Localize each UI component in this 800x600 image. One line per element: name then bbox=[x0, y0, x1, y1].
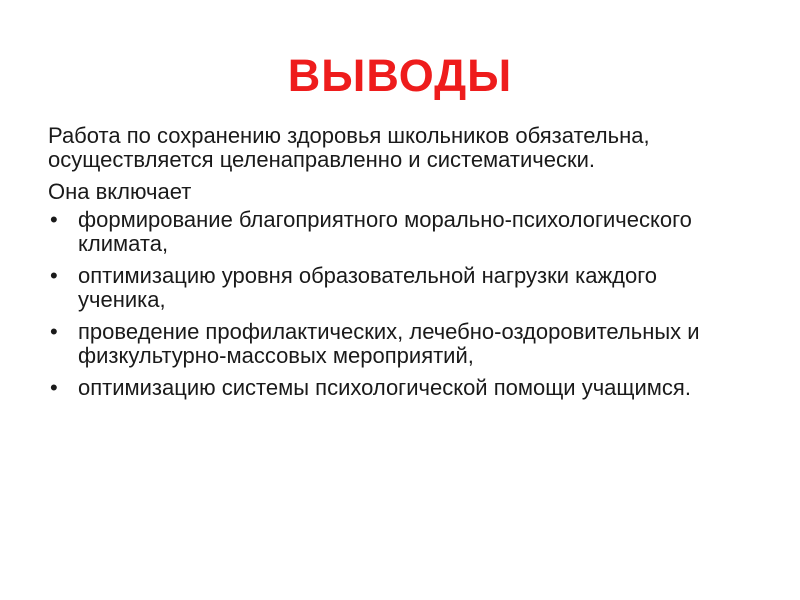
list-item bbox=[48, 208, 748, 256]
list-item-text: проведение профилактических, лечебно-оздоровительных и физкультурно-массовых мероприятий, bbox=[78, 319, 700, 368]
list-item-text: формирование благоприятного морально-психологического климата, bbox=[78, 207, 692, 256]
bullet-icon: • bbox=[50, 319, 58, 344]
bullet-icon: • bbox=[50, 263, 58, 288]
list-item-text: оптимизацию системы психологической помощи учащимся. bbox=[78, 375, 691, 400]
list-item bbox=[48, 376, 748, 400]
paragraph-intro: Работа по сохранению здоровья школьников обязательна, осуществляется целенаправленно и систематически. bbox=[48, 123, 650, 172]
slide-body bbox=[48, 124, 748, 408]
bullet-list bbox=[48, 208, 748, 400]
slide-title: ВЫВОДЫ bbox=[287, 50, 513, 101]
paragraph-includes: Она включает bbox=[48, 179, 192, 204]
bullet-icon: • bbox=[50, 207, 58, 232]
list-item-text: оптимизацию уровня образовательной нагрузки каждого ученика, bbox=[78, 263, 658, 312]
bullet-icon: • bbox=[50, 375, 58, 400]
list-item bbox=[48, 320, 748, 368]
list-item bbox=[48, 264, 748, 312]
